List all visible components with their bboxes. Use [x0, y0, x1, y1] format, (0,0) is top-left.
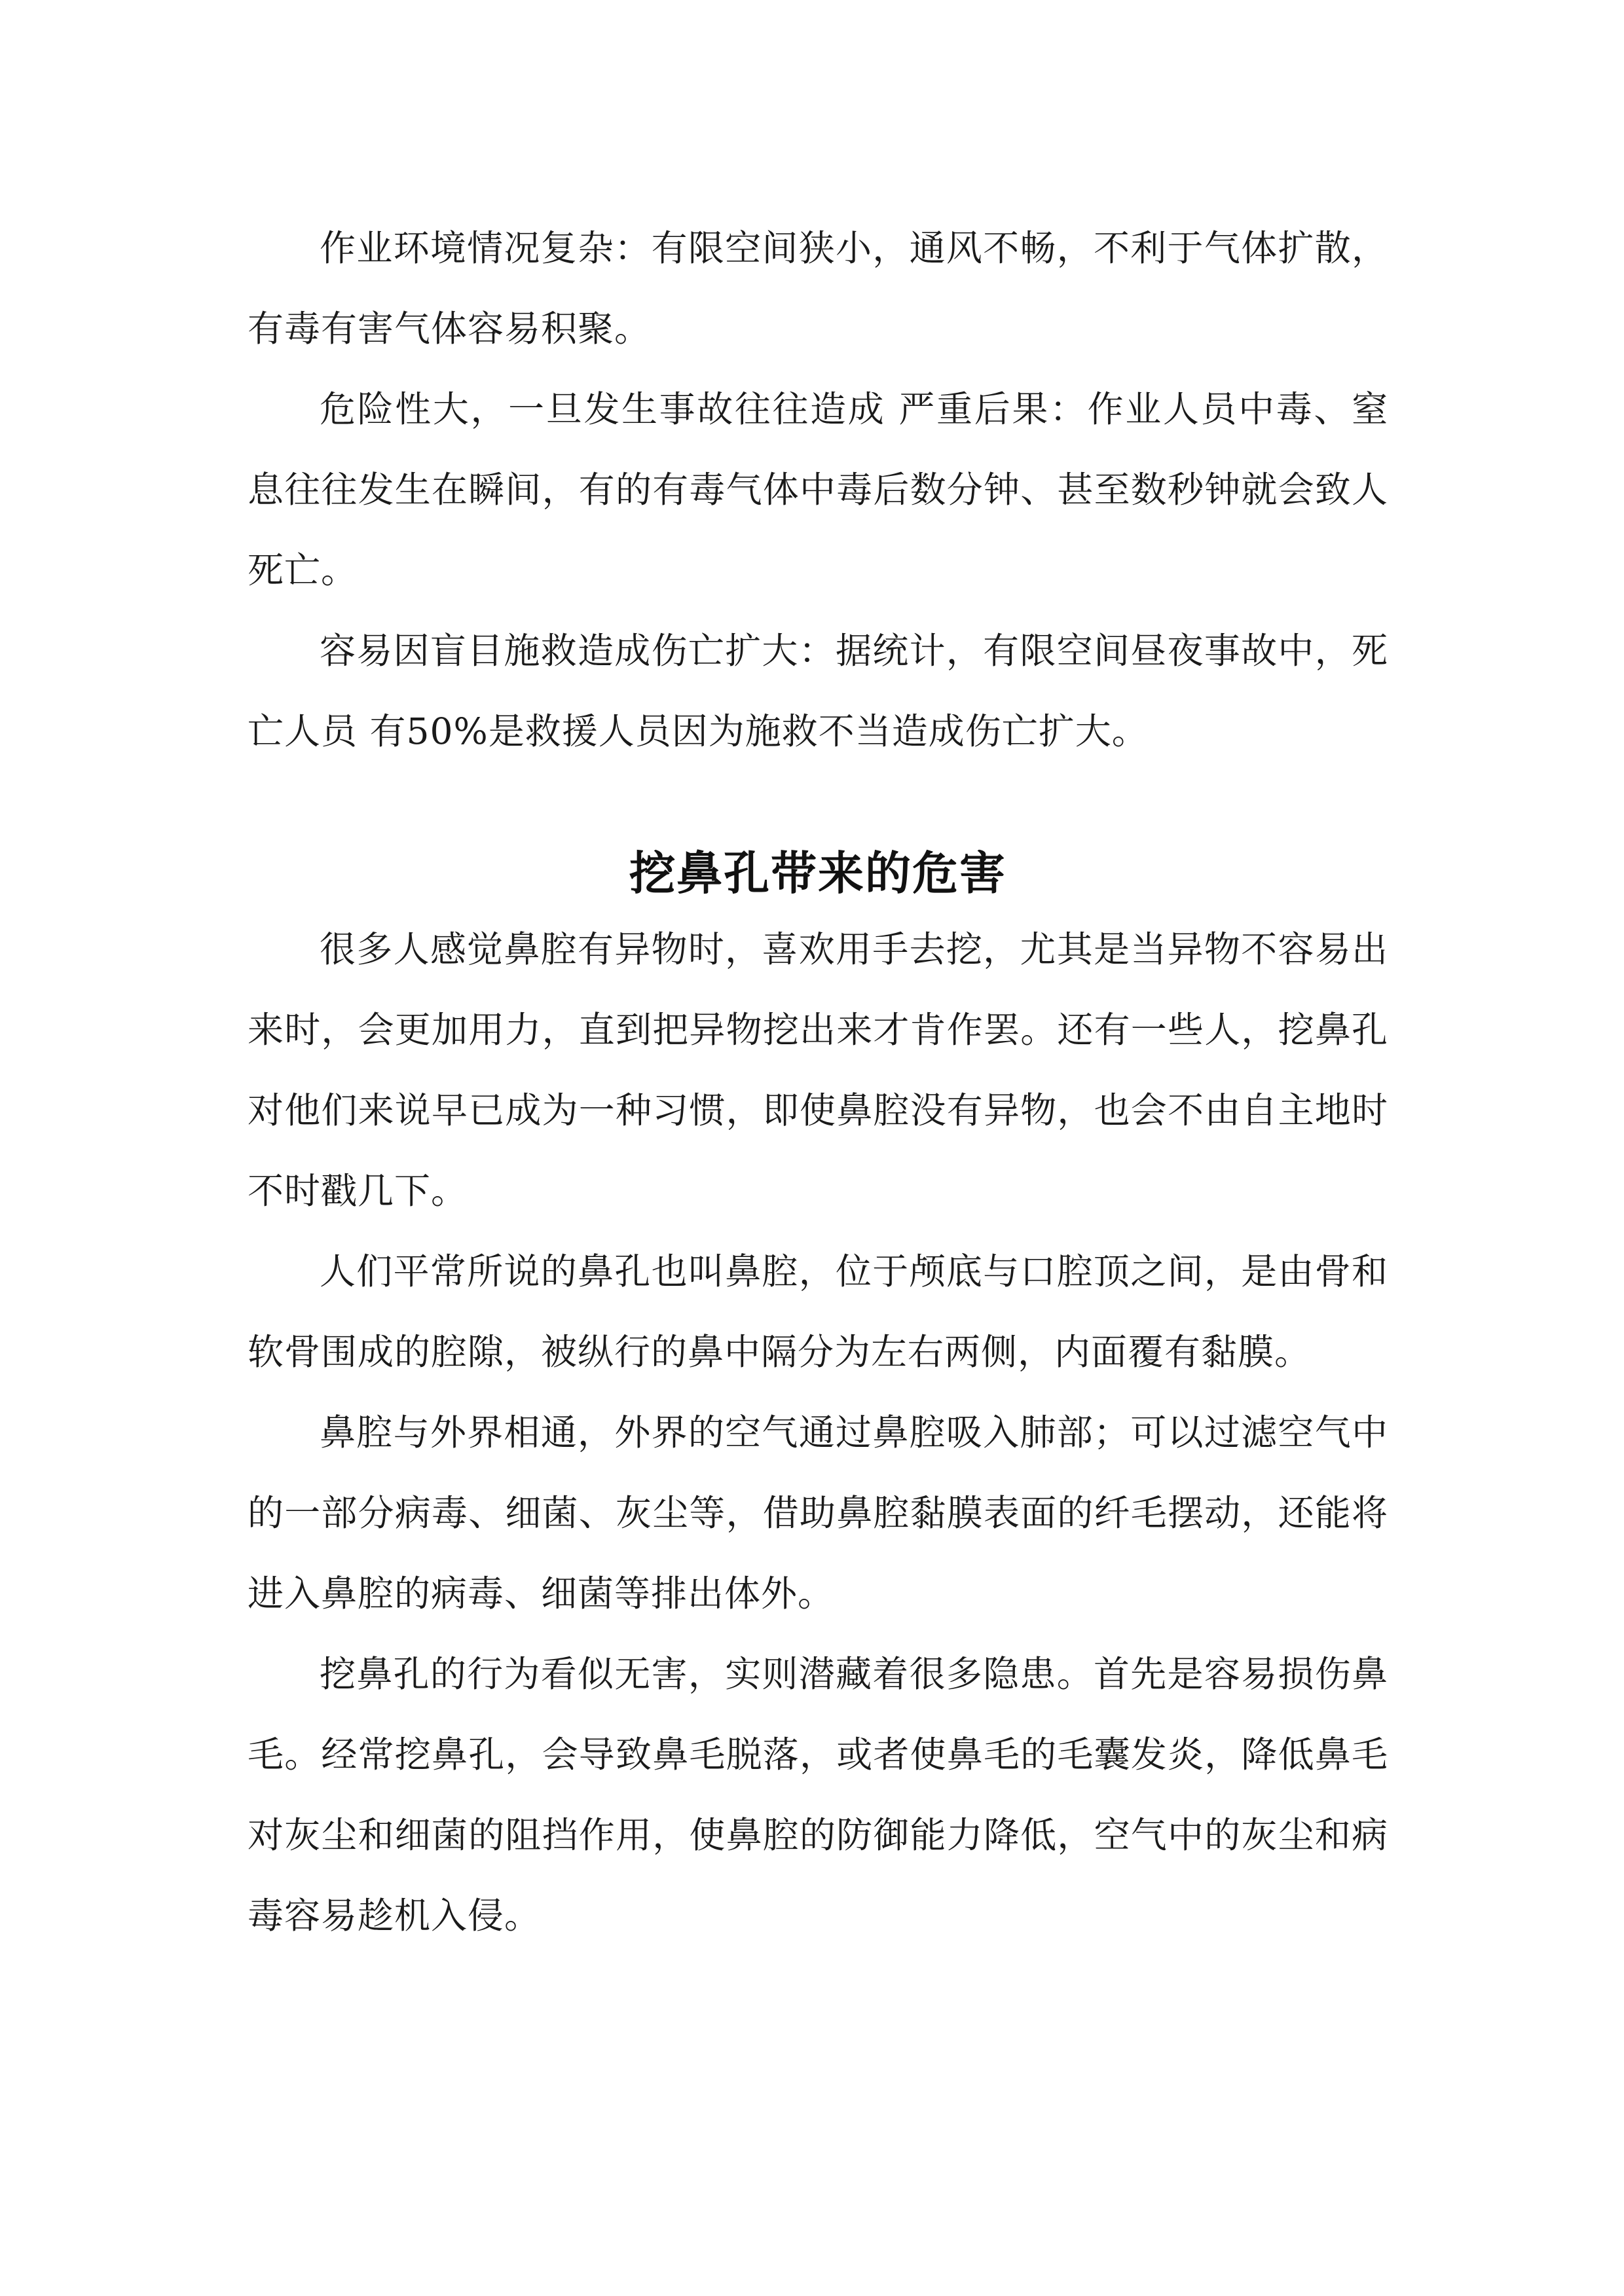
paragraph-nasal-cavity-anatomy: 人们平常所说的鼻孔也叫鼻腔，位于颅底与口腔顶之间，是由骨和软骨围成的腔隙，被纵行的鼻中隔分为左右两侧，内面覆有黏膜。 [248, 1250, 1388, 1373]
paragraph-nose-hair-damage: 挖鼻孔的行为看似无害，实则潜藏着很多隐患。首先是容易损伤鼻毛。经常挖鼻孔，会导致鼻毛脱落，或者使鼻毛的毛囊发炎，降低鼻毛对灰尘和细菌的阻挡作用，使鼻腔的防御能力降低，空气中的灰尘和病毒容易趁机入侵。 [248, 1653, 1388, 1937]
document-body [248, 208, 1388, 1956]
paragraph-danger-severity: 危险性大，一旦发生事故往往造成 严重后果：作业人员中毒、窒息往往发生在瞬间，有的有毒气体中毒后数分钟、甚至数秒钟就会致人死亡。 [248, 388, 1388, 591]
paragraph-blind-rescue: 容易因盲目施救造成伤亡扩大：据统计，有限空间昼夜事故中，死亡人员 有50%是救援人员因为施救不当造成伤亡扩大。 [248, 630, 1388, 752]
paragraph-nose-picking-habit: 很多人感觉鼻腔有异物时，喜欢用手去挖，尤其是当异物不容易出来时，会更加用力，直到把异物挖出来才肯作罢。还有一些人，挖鼻孔对他们来说早已成为一种习惯，即使鼻腔没有异物，也会不由自主地时不时戳几下。 [248, 928, 1388, 1212]
paragraph-work-environment: 作业环境情况复杂：有限空间狭小，通风不畅，不利于气体扩散，有毒有害气体容易积聚。 [248, 227, 1388, 350]
paragraph-nasal-cavity-function: 鼻腔与外界相通，外界的空气通过鼻腔吸入肺部；可以过滤空气中的一部分病毒、细菌、灰尘等，借助鼻腔黏膜表面的纤毛摆动，还能将进入鼻腔的病毒、细菌等排出体外。 [248, 1412, 1388, 1614]
section-title: 挖鼻孔带来的危害 [629, 847, 1006, 900]
